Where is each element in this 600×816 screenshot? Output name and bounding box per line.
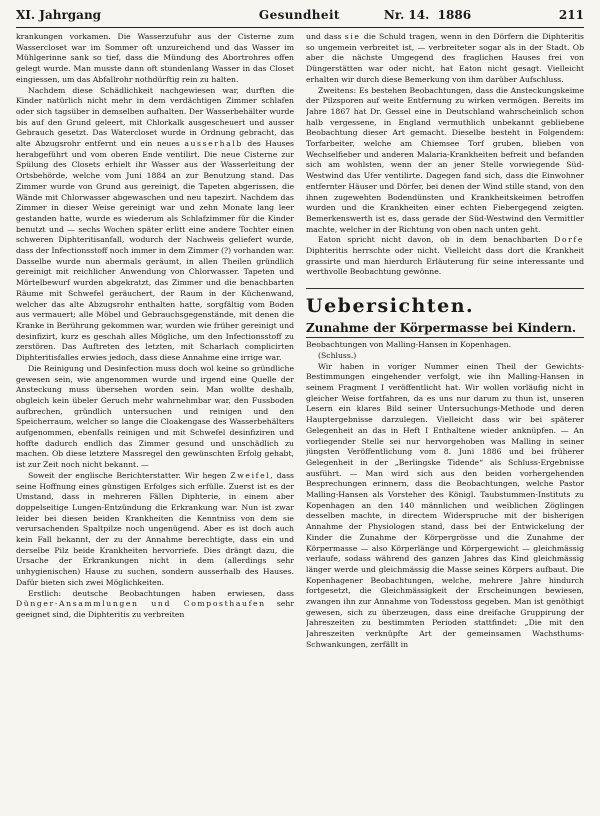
running-header xyxy=(16,3,584,28)
paragraph-text: Erstlich: deutsche Beobachtungen haben erwiesen, dass xyxy=(28,588,294,598)
paragraph-text: Diphteritis herrschte oder nicht. Vielleicht dass dort die Krankheit grassirte und man hierdurch Erläuterung für seine interessante und werthvolle Beobachtung gewönne. xyxy=(306,246,584,277)
paragraph-text: Eaton spricht nicht davon, ob in dem benachbarten xyxy=(318,235,548,245)
issue-year: 1886 xyxy=(437,8,472,22)
issue-number: Nr. 14. xyxy=(383,8,430,22)
spaced-emphasis: Dünger-Ansammlungen und Composthaufen xyxy=(16,599,266,609)
paragraph xyxy=(306,235,584,278)
header-center xyxy=(259,8,471,22)
spaced-emphasis: ausserhalb xyxy=(184,139,243,149)
paragraph-text: und dass xyxy=(306,32,342,41)
spaced-emphasis: sie xyxy=(344,32,361,41)
paragraph: Wir haben in voriger Nummer einen Theil der Gewichts-Bestimmungen eingehender verfolgt, wie ihn Malling-Hansen in seinem Fragment I veröffentlicht hat. Wir wollen vorläufig nicht in gleicher Weise fortfahren, da es uns nur darum zu thun ist, unseren Lesern ein klares Bild seiner Untersuchungs-Methode und deren Hauptergebnisse darzulegen. Vielleicht dass wir bei späterer Gelegenheit an das in Heft I Enthaltene wieder anknüpfen. — An vorliegender Stelle sei nur hervorgehoben was Malling in seiner jüngsten Veröffentlichung vom 8. Juni 1886 und bei früherer Gelegenheit in der „Berlingske Tidende“ als Schluss-Ergebnisse ausführt. — Man wird sich aus den beiden vorhergehenden Besprechungen erinnern, dass die Beobachtungen, welche Pastor Malling-Hansen als Vorsteher des Königl. Taubstummen-Instituts zu Kopenhagen an den 140 männlichen und weiblichen Zöglingen desselben machte, in directem Widerspruche mit der bisherigen Annahme der Physiologen stand, dass bei der Entwickelung der Kinder die Zunahme der Körpergrösse und die Zunahme der Körpermasse — also Körperlänge und Körpergewicht — gleichmässig verlaufe, sodass während des ganzen Jahres das Kind gleichmässig länger werde und gleichmässig die Masse seines Körpers aufbaut. Die Kopenhagener Beobachtungen, welche, mehrere Jahre hindurch fortgesetzt, die Gleichmässigkeit der Erscheinungen bewiesen, zwangen ihn zur Annahme von Todesstoss gegeben. Man ist genöthigt gewesen, sich zu überzeugen, dass eine dreifache Gruppirung der Jahreszeiten zu bestimmten Perioden stattfindet: „Die mit den Jahreszeiten verknüpfte Art der gemeinsamen Wachsthums-Schwankungen, zerfällt in xyxy=(306,361,584,649)
paragraph-text: sehr geeignet sind, die Diphteritis zu verbreiten xyxy=(16,599,294,619)
left-column xyxy=(16,32,294,810)
paragraph-text: die Schuld tragen, wenn in den Dörfern die Diphteritis so ungemein verbreitet ist, — verbreiteter sogar als in der Stadt. Ob aber die nächste Umgegend des fraglichen Hauses frei von Düngerstätten war oder nicht, hat Eaton nicht gesagt. Vielleicht erhalten wir durch diese Bemerkung von ihm darüber Aufschluss. xyxy=(306,32,584,84)
section-divider xyxy=(306,288,584,289)
paragraph: krankungen vorkamen. Die Wasserzufuhr aus der Cisterne zum Wassercloset war im Sommer oft unzureichend und das Wasser im Mühlgerinne sank so tief, dass die Mündung des Abortrohres offen gelegt wurde. Man musste dann oft stundenlang Wasser in das Closet eingiessen, um das Abfallrohr nothdürftig rein zu halten. xyxy=(16,32,294,84)
paragraph xyxy=(16,86,294,364)
article-note: (Schluss.) xyxy=(318,350,357,360)
paragraph xyxy=(16,471,294,589)
volume-label: XI. Jahrgang xyxy=(16,8,102,22)
paragraph xyxy=(16,589,294,621)
paragraph-text: , dass seine Hoffnung eines günstigen Erfolges sich erfülle. Zuerst ist es der Umstand, dass in mehreren Fällen Diphterie, in einem aber doppelseitige Lungen-Entzündung die Erkrankung war. Nun ist zwar leider bei diesen beiden Krankheiten die Kenntniss von dem sie verursachenden Spaltpilze noch ungenügend. Aber es ist doch auch kein Fall bekannt, der zu der Annahme berechtigte, dass ein und derselbe Pilz beide Krankheiten hervorriefe. Dies drängt dazu, die Ursache der Erkrankungen nicht in dem (allerdings sehr unhygienischen) Hause zu suchen, sondern ausserhalb des Hauses. Dafür bieten sich zwei Möglichkeiten. xyxy=(16,470,294,587)
right-column xyxy=(306,32,584,810)
paragraph: Die Reinigung und Desinfection muss doch wol keine so gründliche gewesen sein, wie angenommen wurde und irgend eine Quelle der Ansteckung muss übersehen worden sein. Man wollte deshalb, obgleich kein übeler Geruch mehr wahrnehmbar war, den Fussboden aufbrechen, gründlich untersuchen und reinigen und den Speicherraum, welcher so lange die Cloakengase des Wasserbehälters aufgenommen, ebenfalls reinigen und mit Schwefel desinfiziren und hoffte dadurch endlich das Zimmer gesund und unschädlich zu machen. Ob diese letztere Massregel den gewünschten Erfolg gehabt, ist zur Zeit noch nicht bekannt. — xyxy=(16,363,294,470)
page-number: 211 xyxy=(558,8,584,22)
spaced-emphasis: Dorfe xyxy=(554,235,584,245)
spaced-emphasis: Zweifel xyxy=(230,470,271,480)
paragraph xyxy=(306,32,584,86)
paragraph-text: Nachdem diese Schädlichkeit nachgewiesen war, durften die Kinder natürlich nicht mehr in dem verdächtigen Zimmer schlafen oder sich tagsüber in demselben aufhalten. Der Wasserbehälter wurde bis auf den Grund geleert, mit Chlorkalk ausgescheuert und ausser Gebrauch gesetzt. Das Watercloset wurde in Ordnung gebracht, das alte Abzugsrohr entfernt und ein neues xyxy=(16,85,294,149)
paragraph: Zweitens: Es bestehen Beobachtungen, dass die Ansteckungskeime der Pilzsporen auf weite Entfernung zu wirken vermögen. Bereits im Jahre 1867 hat Dr. Gessel eine in Deutschland wahrscheinlich schon halb vergessene, in England vermuthlich unbekannt gebliebene Beobachtung dieser Art gemacht. Dieselbe besteht in Folgendem: Torfarbeiter, welche am Chiemsee Torf gruben, blieben von Wechselfieber und anderen Malaria-Krankheiten befreit und befanden sich am wohlsten, wenn der an jener Stelle vorwiegende Süd-Westwind das Ufer ventilirte. Dagegen fand sich, dass die Einwohner entfernter Häuser und Dörfer, bei denen der Wind stille stand, von den ihnen zugewehten Bodendünsten und Krankheitskeimen betroffen wurden und die Krankheiten einer echten Fiebergegend zeigten. Bemerkenswerth ist es, dass gerade der Süd-Westwind den Vermittler machte, welcher in der Richtung von oben nach unten geht. xyxy=(306,85,584,234)
article-subtitle: Beobachtungen von Malling-Hansen in Kopenhagen. xyxy=(306,340,512,350)
paragraph-text: Soweit der englische Berichterstatter. Wir hegen xyxy=(28,470,227,480)
paragraph-text: des Hauses herabgeführt und vom oberen Ende ventilirt. Die neue Cisterne zur Spülung des Closets erhielt ihr Wasser aus der Wasserleitung der Ortsbehörde, welche vom Juni 1884 an zur Benutzung stand. Das Zimmer wurde von Grund aus gereinigt, die Tapeten abgerissen, die Wände mit Chlorwasser abgewaschen und neu tapezirt. Nachdem das Zimmer in dieser Weise gereinigt war und zehn Monate lang leer gestanden hatte, wurde es wiederum als Schlafzimmer für die Kinder benutzt und — sechs Wochen später erlitt eine andere Tochter einen schweren Diphteritisanfall, wodurch der Nachweis geliefert wurde, dass der Infectionsstoff noch immer in dem Zimmer (?) vorhanden war. Dasselbe wurde nun abermals geräumt, in allen Theilen gründlich gereinigt mit reichlicher Anwendung von Chlorwasser. Tapeten und Mörtelbewurf wurden abgekratzt, das Zimmer und die benachbarten Räume mit Schwefel geräuchert, der Raum in der Küchenwand, welcher das alte Abzugsrohr enthalten hatte, sorgfältig vom Boden aus vermauert; alle Möbel und Gebrauchsgegenstände, mit denen die Kranke in Berührung gekommen war, wurden wie früher gereinigt und desinfizirt, kurz es geschah alles Mögliche, um den Infectionsstoff zu zerstören. Das Auftreten des letzten, mit Scharlach complicirten Diphteritisfalles erwies jedoch, dass diese Annahme eine irrige war. xyxy=(16,139,294,363)
section-title: Uebersichten. xyxy=(306,295,475,318)
article-title: Zunahme der Körpermasse bei Kindern. xyxy=(306,321,584,338)
journal-title: Gesundheit xyxy=(258,8,340,22)
text-columns xyxy=(16,32,584,810)
issue-group xyxy=(384,8,471,22)
